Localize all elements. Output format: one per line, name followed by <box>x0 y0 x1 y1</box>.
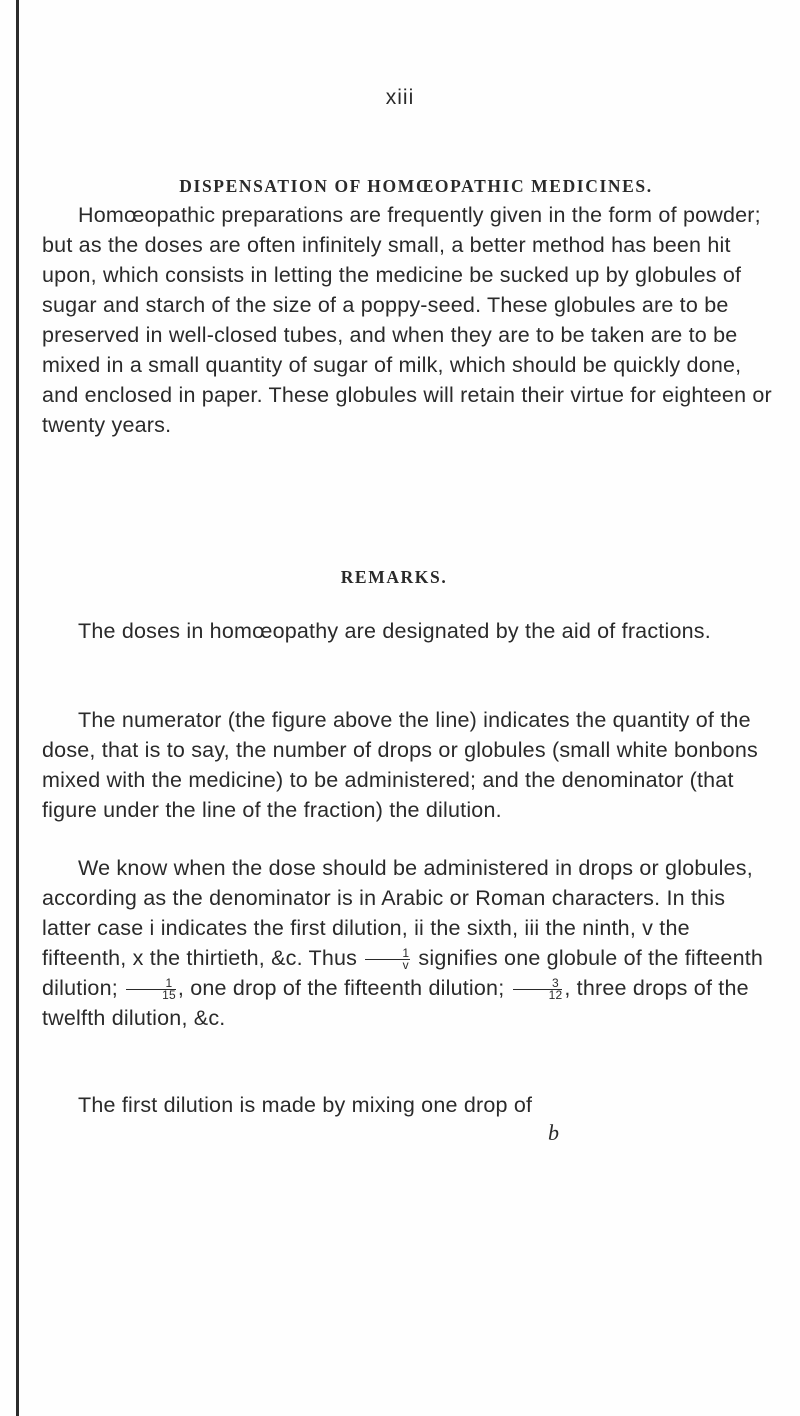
paragraph-doses-fractions: The doses in homœopathy are designated by the aid of fractions. <box>78 619 711 643</box>
paragraph-text: signifies one globule of the fifteenth dilution; <box>42 946 764 1000</box>
fraction-denominator: v <box>402 957 409 972</box>
fraction-denominator: 12 <box>548 987 563 1002</box>
page-edge-rule <box>16 0 19 1416</box>
fraction-denominator: 15 <box>162 987 176 1002</box>
section-heading-remarks: REMARKS. <box>340 567 448 587</box>
fraction-three-over-twelve <box>513 975 563 1002</box>
fraction-numerator: 3 <box>513 978 563 990</box>
paragraph-text: , one drop of the fifteenth dilution; <box>177 976 505 1000</box>
fraction-one-over-v <box>365 945 410 972</box>
signature-mark: b <box>548 1120 559 1145</box>
page-number: xiii <box>385 86 415 109</box>
paragraph-first-dilution: The first dilution is made by mixing one drop of <box>78 1093 533 1117</box>
paragraph-drops-or-globules <box>42 853 774 1033</box>
fraction-one-over-fifteen <box>126 975 176 1002</box>
paragraph-text: , three drops of the twelfth dilution, &c. <box>42 976 749 1030</box>
section-heading-dispensation: DISPENSATION OF HOMŒOPATHIC MEDICINES. <box>179 176 653 196</box>
paragraph-numerator-denominator: The numerator (the figure above the line) indicates the quantity of the dose, that is to say, the number of drops or globules (small white bonbons mixed with the medicine) to be administered; and the denominator (that figure under the line of the fraction) the dilution. <box>42 708 758 822</box>
fraction-numerator: 1 <box>365 948 410 960</box>
fraction-numerator: 1 <box>126 978 176 990</box>
paragraph-dispensation: Homœopathic preparations are frequently given in the form of powder; but as the doses are often infinitely small, a better method has been hit upon, which consists in letting the medicine be sucked up by globules of sugar and starch of the size of a poppy-seed. These globules are to be preserved in well-closed tubes, and when they are to be taken are to be mixed in a small quantity of sugar of milk, which should be quickly done, and enclosed in paper. These globules will retain their virtue for eighteen or twenty years. <box>42 203 772 437</box>
paragraph-text: We know when the dose should be administered in drops or globules, according as the denominator is in Arabic or Roman characters. In this latter case i indicates the first dilution, ii the sixth, iii the ninth, v the fifteenth, x the thirtieth, &c. Thus <box>42 856 753 970</box>
